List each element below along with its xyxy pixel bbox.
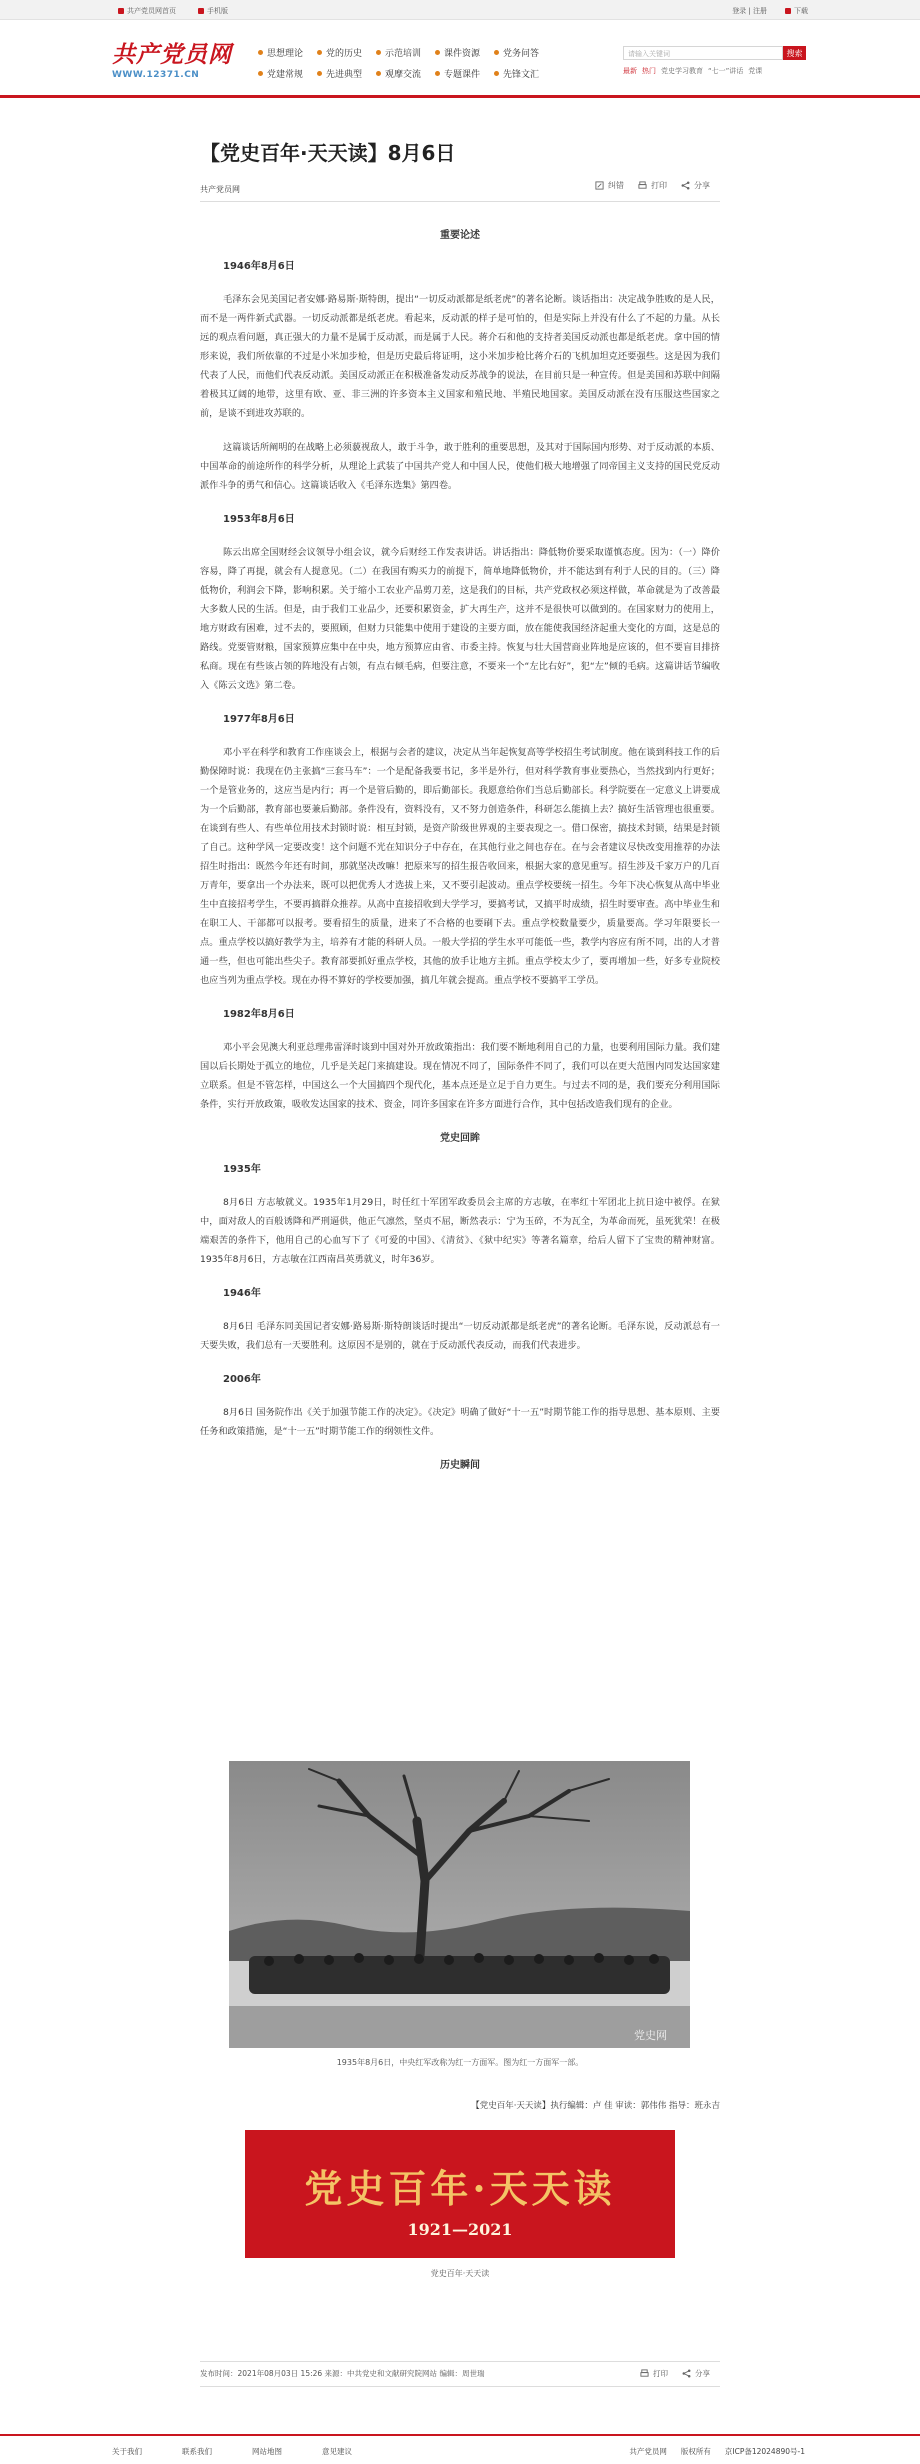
bullet-icon — [435, 71, 440, 76]
hot-links — [623, 66, 762, 76]
home-icon — [118, 8, 124, 14]
bullet-icon — [435, 50, 440, 55]
publish-info — [200, 2368, 720, 2384]
pub-divider-top — [200, 2361, 720, 2362]
photo-watermark: 党史网 — [634, 2029, 667, 2042]
footer-copyright: 版权所有 — [680, 2447, 711, 2456]
site-footer — [0, 2434, 920, 2464]
correction-button[interactable]: 纠错 — [595, 180, 624, 191]
bullet-icon — [376, 50, 381, 55]
section-heading: 历史瞬间 — [440, 1460, 480, 1471]
mobile-link[interactable]: 手机版 — [198, 6, 228, 16]
historical-photo — [229, 1761, 690, 2048]
section-heading: 党史回眸 — [440, 1133, 480, 1144]
logo-url: WWW.12371.CN — [112, 70, 200, 80]
banner-years: 1921—2021 — [407, 2220, 513, 2239]
bullet-icon — [317, 71, 322, 76]
entry-date: 1946年8月6日 — [223, 261, 295, 272]
entry-date: 2006年 — [223, 1374, 261, 1385]
download-link[interactable]: 下载 — [785, 6, 808, 16]
paragraph: 邓小平在科学和教育工作座谈会上，根据与会者的建议，决定从当年起恢复高等学校招生考试制度。他在谈到科技工作的后勤保障时说：我现在仍主张搞“三套马车”：一个是配备我要书记，多半是外行，但对科学教育事业要热心，当然找到内行更好；一个是管业务的，这应当是内行；再一个是管后勤的，即后勤部长。我愿意给你们当总后勤部长。科学院要在一定意义上讲要成为一个后勤部，教育部也要兼后勤部。条件没有，资料没有，又不努力创造条件，科研怎么能搞上去？搞好生活管理也很重要。在谈到有些人、有些单位用技术封锁时说：相互封锁，是资产阶级世界观的主要表现之一。借口保密，搞技术封锁，结果是封锁了自己。这种学风一定要改变！这个问题不光在知识分子中存在，在其他行业之间也存在。在与会者建议尽快改变用推荐的办法招生时指出：既然今年还有时间，那就坚决改嘛！把原来写的招生报告收回来，根据大家的意见重写。招生涉及千家万户的几百万青年，要拿出一个办法来，既可以把优秀人才选拔上来，又不要引起波动。重点学校要统一招生。今年下决心恢复从高中毕业生中直接招考学生，不要再搞群众推荐。从高中直接招收到大学学习，要搞考试，又搞平时成绩，招生时要审查。高中毕业生和在职工人、干部都可以报考。要看招生的质量，进来了不合格的也要刷下去。重点学校数量要少，质量要高。学习年限要长一点。重点学校以搞好教学为主，培养有才能的科研人员。一般大学招的学生水平可能低一些，教学内容应有所不同，出的人才普通一些，但也可能出些尖子。教育部要抓好重点学校，其他的放手让地方主抓。重点学校太少了，要再增加一些，好多专业院校也应当列为重点学校。现在办得不算好的学校要加强，搞几年就会提高。重点学校不要搞平工学员。 — [200, 747, 720, 986]
article-body — [200, 216, 720, 1487]
bottom-share-button[interactable]: 分享 — [682, 2368, 710, 2379]
bullet-icon — [494, 71, 499, 76]
nav-item[interactable]: 专题课件 — [435, 67, 494, 80]
article-tools — [595, 180, 710, 191]
hot-link[interactable]: 党史学习教育 — [661, 67, 703, 75]
pub-divider-bottom — [200, 2386, 720, 2387]
print-icon — [640, 2369, 649, 2378]
publish-text: 发布时间：2021年08月03日 15:26 来源：中共党史和文献研究院网站 编辑：周世瑞 — [200, 2369, 485, 2378]
paragraph: 这篇谈话所阐明的在战略上必须藐视敌人，敢于斗争，敢于胜利的重要思想，及其对于国际国内形势、对于反动派的本质、中国革命的前途所作的科学分析，从理论上武装了中国共产党人和中国人民，使他们极大地增强了同帝国主义支持的国民党反动派作斗争的勇气和信心。这篇谈话收入《毛泽东选集》第四卷。 — [200, 442, 720, 491]
edit-icon — [595, 181, 604, 190]
nav-item[interactable]: 先进典型 — [317, 67, 376, 80]
photo-caption: 1935年8月6日，中央红军改称为红一方面军。图为红一方面军一部。 — [336, 2058, 584, 2067]
share-icon — [681, 181, 690, 190]
login-link[interactable]: 登录 | 注册 — [732, 7, 767, 15]
bullet-icon — [258, 71, 263, 76]
home-link[interactable]: 共产党员网首页 — [118, 6, 176, 16]
article-title: 【党史百年·天天读】8月6日 — [200, 141, 456, 165]
paragraph: 邓小平会见澳大利亚总理弗雷泽时谈到中国对外开放政策指出：我们要不断地利用自己的力量，也要利用国际力量。我们建国以后长期处于孤立的地位，几乎是关起门来搞建设。现在情况不同了，国际条件不同了，我们可以在更大范围内同发达国家建立联系。但是不管怎样，中国这么一个大国搞四个现代化，基本点还是立足于自力更生。与过去不同的是，我们要充分利用国际条件，实行开放政策，吸收发达国家的技术、资金，同许多国家在许多方面进行合作，其中包括改造我们现有的企业。 — [200, 1042, 720, 1110]
series-banner — [245, 2130, 675, 2258]
search-button[interactable]: 搜索 — [783, 46, 806, 60]
download-icon — [785, 8, 791, 14]
main-nav — [258, 46, 612, 80]
nav-item[interactable]: 观摩交流 — [376, 67, 435, 80]
print-button[interactable]: 打印 — [638, 180, 667, 191]
bullet-icon — [494, 50, 499, 55]
nav-spacer — [553, 46, 612, 59]
paragraph: 8月6日 方志敏就义。1935年1月29日，时任红十军团军政委员会主席的方志敏，在率红十军团北上抗日途中被俘。在狱中，面对敌人的百般诱降和严刑逼供，他正气凛然，坚贞不屈，断然表示：宁为玉碎，不为瓦全，为革命而死，虽死犹荣！在极端艰苦的条件下，他用自己的心血写下了《可爱的中国》、《清贫》、《狱中纪实》等著名篇章，给后人留下了宝贵的精神财富。1935年8月6日，方志敏在江西南昌英勇就义，时年36岁。 — [200, 1197, 720, 1265]
paragraph: 陈云出席全国财经会议领导小组会议，就今后财经工作发表讲话。讲话指出：降低物价要采取谨慎态度。因为：（一）降价容易，降了再提，就会有人提意见。（二）在我国有购买力的前提下，简单地降低物价，并不能达到有利于人民的目的。（三）降低物价，利润会下降，影响积累。关于缩小工农业产品剪刀差，这是我们的目标，共产党政权必须这样做，革命就是为了改善最大多数人民的生活。但是，由于我们工业品少，还要积累资金，扩大再生产，这并不是很快可以做到的。在国家财力的使用上，地方财政有困难，过不去的，要照顾，但财力只能集中使用于建设的主要方面，放在能使我国经济起重大变化的方面，这是总的路线。党要管财粮，国家预算应集中在中央，地方预算应由省、市委主持。恢复与壮大国营商业阵地是应该的，但不要盲目排挤私商。现在有些该占领的阵地没有占领，有点右倾毛病，但要注意，不要来一个“左比右好”，犯“左”倾的毛病。这篇讲话节编收入《陈云文选》第二卷。 — [200, 547, 720, 691]
article-source: 共产党员网 — [200, 185, 240, 194]
share-icon — [682, 2369, 691, 2378]
footer-icp[interactable]: 京ICP备12024890号-1 — [724, 2447, 805, 2456]
hot-link[interactable]: 热门 — [642, 67, 656, 75]
top-bar — [0, 0, 920, 20]
nav-item[interactable]: 先锋文汇 — [494, 67, 553, 80]
article-meta — [200, 178, 720, 198]
nav-item[interactable]: 思想理论 — [258, 46, 317, 59]
bottom-print-button[interactable]: 打印 — [640, 2368, 668, 2379]
footer-link[interactable]: 联系我们 — [182, 2447, 212, 2456]
print-icon — [638, 181, 647, 190]
mobile-icon — [198, 8, 204, 14]
logo-text: 共产党员网 — [112, 41, 232, 68]
header-divider — [0, 95, 920, 98]
footer-link[interactable]: 意见建议 — [322, 2447, 352, 2456]
paragraph: 8月6日 国务院作出《关于加强节能工作的决定》。《决定》明确了做好“十一五”时期节能工作的指导思想、基本原则、主要任务和政策措施，是“十一五”时期节能工作的纲领性文件。 — [200, 1407, 720, 1437]
banner-caption: 党史百年·天天读 — [430, 2269, 490, 2278]
nav-item[interactable]: 课件资源 — [435, 46, 494, 59]
paragraph: 8月6日 毛泽东同美国记者安娜·路易斯·斯特朗谈话时提出“一切反动派都是纸老虎”的著名论断。毛泽东说，反动派总有一天要失败，我们总有一天要胜利。这原因不是别的，就在于反动派代表反动，而我们代表进步。 — [200, 1321, 720, 1351]
bullet-icon — [376, 71, 381, 76]
footer-link[interactable]: 网站地图 — [252, 2447, 282, 2456]
nav-item[interactable]: 党务问答 — [494, 46, 553, 59]
paragraph: 毛泽东会见美国记者安娜·路易斯·斯特朗，提出“一切反动派都是纸老虎”的著名论断。谈话指出：决定战争胜败的是人民，而不是一两件新式武器。一切反动派都是纸老虎。看起来，反动派的样子是可怕的，但是实际上并没有什么了不起的力量。从长远的观点看问题，真正强大的力量不是属于反动派，而是属于人民。蒋介石和他的支持者美国反动派也都是纸老虎。拿中国的情形来说，我们所依靠的不过是小米加步枪，但是历史最后将证明，这小米加步枪比蒋介石的飞机加坦克还要强些。这是因为我们代表了人民，而他们代表反动派。美国反动派正在积极准备发动反苏战争的说法，在目前只是一种宣传。但是美国和苏联中间隔着极其辽阔的地带，这里有欧、亚、非三洲的许多资本主义国家和殖民地、半殖民地国家。美国反动派在没有压服这些国家之前，是谈不到进攻苏联的。 — [200, 294, 720, 419]
entry-date: 1977年8月6日 — [223, 714, 295, 725]
share-button[interactable]: 分享 — [681, 180, 710, 191]
section-heading: 重要论述 — [440, 230, 480, 241]
site-header — [0, 20, 920, 95]
entry-date: 1935年 — [223, 1164, 261, 1175]
meta-divider — [200, 201, 720, 202]
nav-item[interactable]: 党的历史 — [317, 46, 376, 59]
nav-item[interactable]: 党建常规 — [258, 67, 317, 80]
footer-link[interactable]: 关于我们 — [112, 2447, 142, 2456]
bullet-icon — [258, 50, 263, 55]
banner-title: 党史百年·天天读 — [304, 2166, 616, 2211]
hot-link[interactable]: 党课 — [748, 67, 763, 75]
entry-date: 1982年8月6日 — [223, 1009, 295, 1020]
footer-copyright: 共产党员网 — [629, 2447, 667, 2456]
nav-item[interactable]: 示范培训 — [376, 46, 435, 59]
search-bar — [623, 46, 806, 60]
entry-date: 1946年 — [223, 1288, 261, 1299]
hot-link[interactable]: 最新 — [623, 67, 637, 75]
photo-illustration — [229, 1761, 690, 2048]
bullet-icon — [317, 50, 322, 55]
hot-link[interactable]: “七一”讲话 — [708, 67, 744, 75]
editor-credit: 【党史百年·天天读】执行编辑：卢 佳 审读：郭伟伟 指导：班永吉 — [471, 2101, 720, 2111]
site-logo[interactable] — [112, 36, 242, 82]
search-input[interactable]: 请输入关键词 — [623, 46, 783, 60]
bottom-tools — [640, 2368, 710, 2379]
entry-date: 1953年8月6日 — [223, 514, 295, 525]
